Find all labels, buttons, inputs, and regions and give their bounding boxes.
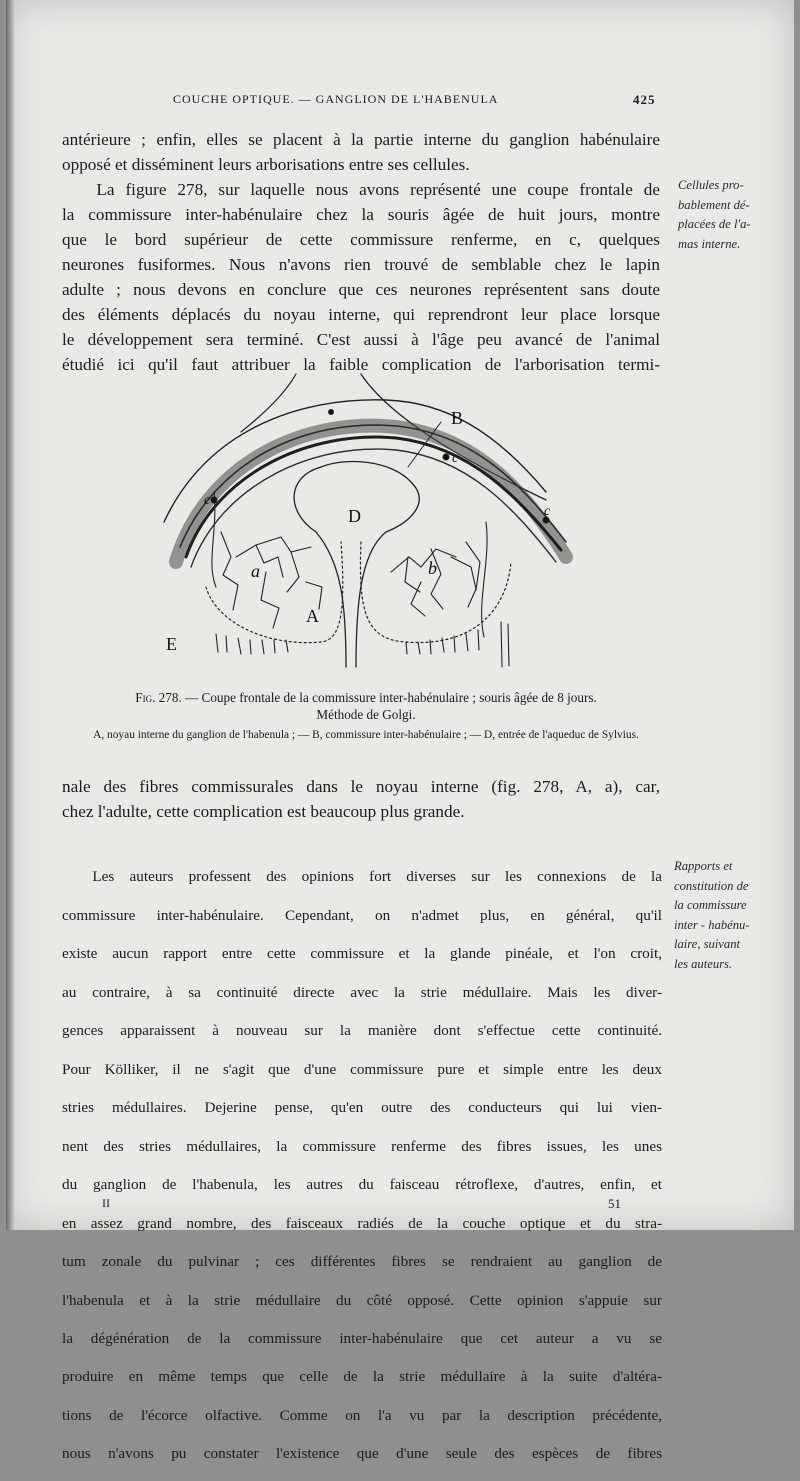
paragraph-line: la dégénération de la commissure inter-habénulaire que cet auteur a vu se — [62, 1330, 662, 1347]
figure-label-A: A — [306, 606, 319, 626]
upper-left-line — [241, 374, 296, 432]
paragraph-4 — [62, 850, 662, 1481]
caption-method: Méthode de Golgi. — [316, 707, 416, 722]
figure-label-b: b — [428, 558, 437, 578]
bottom-hatching — [216, 622, 509, 667]
paragraph-line: la commissure inter-habénulaire chez la souris âgée de huit jours, montre — [62, 205, 660, 224]
neuron-body-c — [211, 497, 217, 503]
paragraph-line: antérieure ; enfin, elles se placent à la partie interne du ganglion habénulaire — [62, 130, 660, 149]
figure-legend: A, noyau interne du ganglion de l'habenula ; — B, commissure inter-habénulaire ; — D, entrée de l'aqueduc de Sylvius. — [93, 729, 639, 741]
paragraph-line: en assez grand nombre, des faisceaux radiés de la couche optique et du stra- — [62, 1214, 662, 1232]
paragraph-line: chez l'adulte, cette complication est beaucoup plus grande. — [62, 802, 465, 821]
page-spine-shadow — [6, 0, 14, 1230]
page-number: 425 — [633, 92, 656, 107]
paragraph-line: tum zonale du pulvinar ; ces différentes fibres se rendraient au ganglion de — [62, 1253, 662, 1271]
paragraph-line: tions de l'écorce olfactive. Comme on l'a vu par la description précédente, — [62, 1406, 662, 1424]
paragraph-line: étudié ici qu'il faut attribuer la faible complication de l'arborisation termi- — [62, 355, 660, 374]
paragraph-line: neurones fusiformes. Nous n'avons rien trouvé de semblable chez le lapin — [62, 255, 660, 274]
margin-note-line: inter - habénu- — [674, 917, 750, 932]
running-header — [6, 92, 794, 112]
paragraph-line: opposé et disséminent leurs arborisations entre ses cellules. — [62, 155, 470, 174]
figure-number: Fig. 278. — [135, 690, 182, 705]
paragraph-line: l'habenula et à la strie médullaire du côté opposé. Cette opinion s'appuie sur — [62, 1291, 662, 1309]
paragraph-line: nale des fibres commissurales dans le noyau interne (fig. 278, A, a), car, — [62, 777, 660, 796]
arborisation-right — [391, 542, 480, 616]
nucleus-left-outline — [206, 542, 343, 643]
figure-caption — [66, 689, 666, 723]
figure-label-a: a — [251, 561, 260, 581]
figure-label-B: B — [451, 408, 464, 428]
paragraph-line: existe aucun rapport entre cette commissure et la glande pinéale, et l'on croit, — [62, 945, 662, 963]
paragraph-line: gences apparaissent à nouveau sur la manière dont s'effectue cette continuité. — [62, 1022, 662, 1040]
margin-note-line: mas interne. — [678, 236, 741, 251]
caption-main: — Coupe frontale de la commissure inter-habénulaire ; souris âgée de 8 jours. — [185, 690, 597, 705]
paragraph-line: le développement sera terminé. C'est aussi à l'âge peu avancé de l'animal — [62, 330, 660, 349]
margin-note-line: les auteurs. — [674, 956, 733, 971]
figure-label-E: E — [166, 634, 177, 654]
paragraph-line: commissure inter-habénulaire. Cependant, on n'admet plus, en général, qu'il — [62, 906, 662, 924]
paragraph-line: que le bord supérieur de cette commissure renferme, en c, quelques — [62, 230, 660, 249]
paragraph-line: adulte ; nous devons en conclure que ces neurones représentent sans doute — [62, 280, 660, 299]
figure-label-c: c — [544, 504, 551, 519]
paragraph-line: Pour Kölliker, il ne s'agit que d'une commissure pure et simple entre les deux — [62, 1060, 662, 1078]
margin-note-line: bablement dé- — [678, 197, 750, 212]
paragraph-1 — [62, 127, 660, 377]
margin-note-line: laire, suivant — [674, 937, 740, 951]
signature-mark: II — [102, 1196, 110, 1210]
margin-note-line: placées de l'a- — [678, 217, 751, 231]
margin-note-cellules — [678, 176, 788, 254]
margin-note-line: constitution de — [674, 878, 749, 893]
margin-note-line: Rapports et — [674, 859, 733, 873]
figure-label-c: c — [452, 451, 459, 466]
figure-label-c: c — [204, 493, 211, 508]
paragraph-line: nent des stries médullaires, la commissure renferme des fibres issues, les unes — [62, 1137, 662, 1155]
figure-label-D: D — [348, 506, 361, 526]
paragraph-line: produire en même temps que celle de la strie médullaire à la suite d'altéra- — [62, 1368, 662, 1386]
page-footer — [6, 1196, 794, 1216]
running-title: COUCHE OPTIQUE. — GANGLION DE L'HABENULA — [173, 92, 499, 106]
paragraph-line: La figure 278, sur laquelle nous avons représenté une coupe frontale de — [96, 180, 660, 199]
paragraph-3 — [62, 774, 660, 824]
paragraph-line: Les auteurs professent des opinions fort diverses sur les connexions de la — [92, 868, 662, 886]
paragraph-line: nous n'avons pu constater l'existence que d'une seule des espèces de fibres — [62, 1445, 662, 1463]
arborisation-right — [482, 522, 487, 637]
paragraph-line: stries médullaires. Dejerine pense, qu'en outre des conducteurs qui lui vien- — [62, 1099, 662, 1117]
commissure-fibers — [186, 437, 561, 557]
paragraph-line: des éléments déplacés du noyau interne, qui reprendront leur place lorsque — [62, 305, 660, 324]
margin-note-line: la commissure — [674, 898, 747, 912]
sheet-number: 51 — [608, 1196, 621, 1211]
neuron-body-c — [329, 410, 334, 415]
margin-note-rapports — [674, 857, 794, 974]
neuron-body-c — [443, 454, 449, 460]
book-page — [6, 0, 794, 1463]
figure-278-illustration — [146, 372, 576, 672]
paragraph-line: du ganglion de l'habenula, les autres du faisceau rétroflexe, d'autres, enfin, et — [62, 1176, 662, 1194]
margin-note-line: Cellules pro- — [678, 178, 744, 192]
paragraph-line: au contraire, à sa continuité directe avec la strie médullaire. Mais les diver- — [62, 983, 662, 1001]
